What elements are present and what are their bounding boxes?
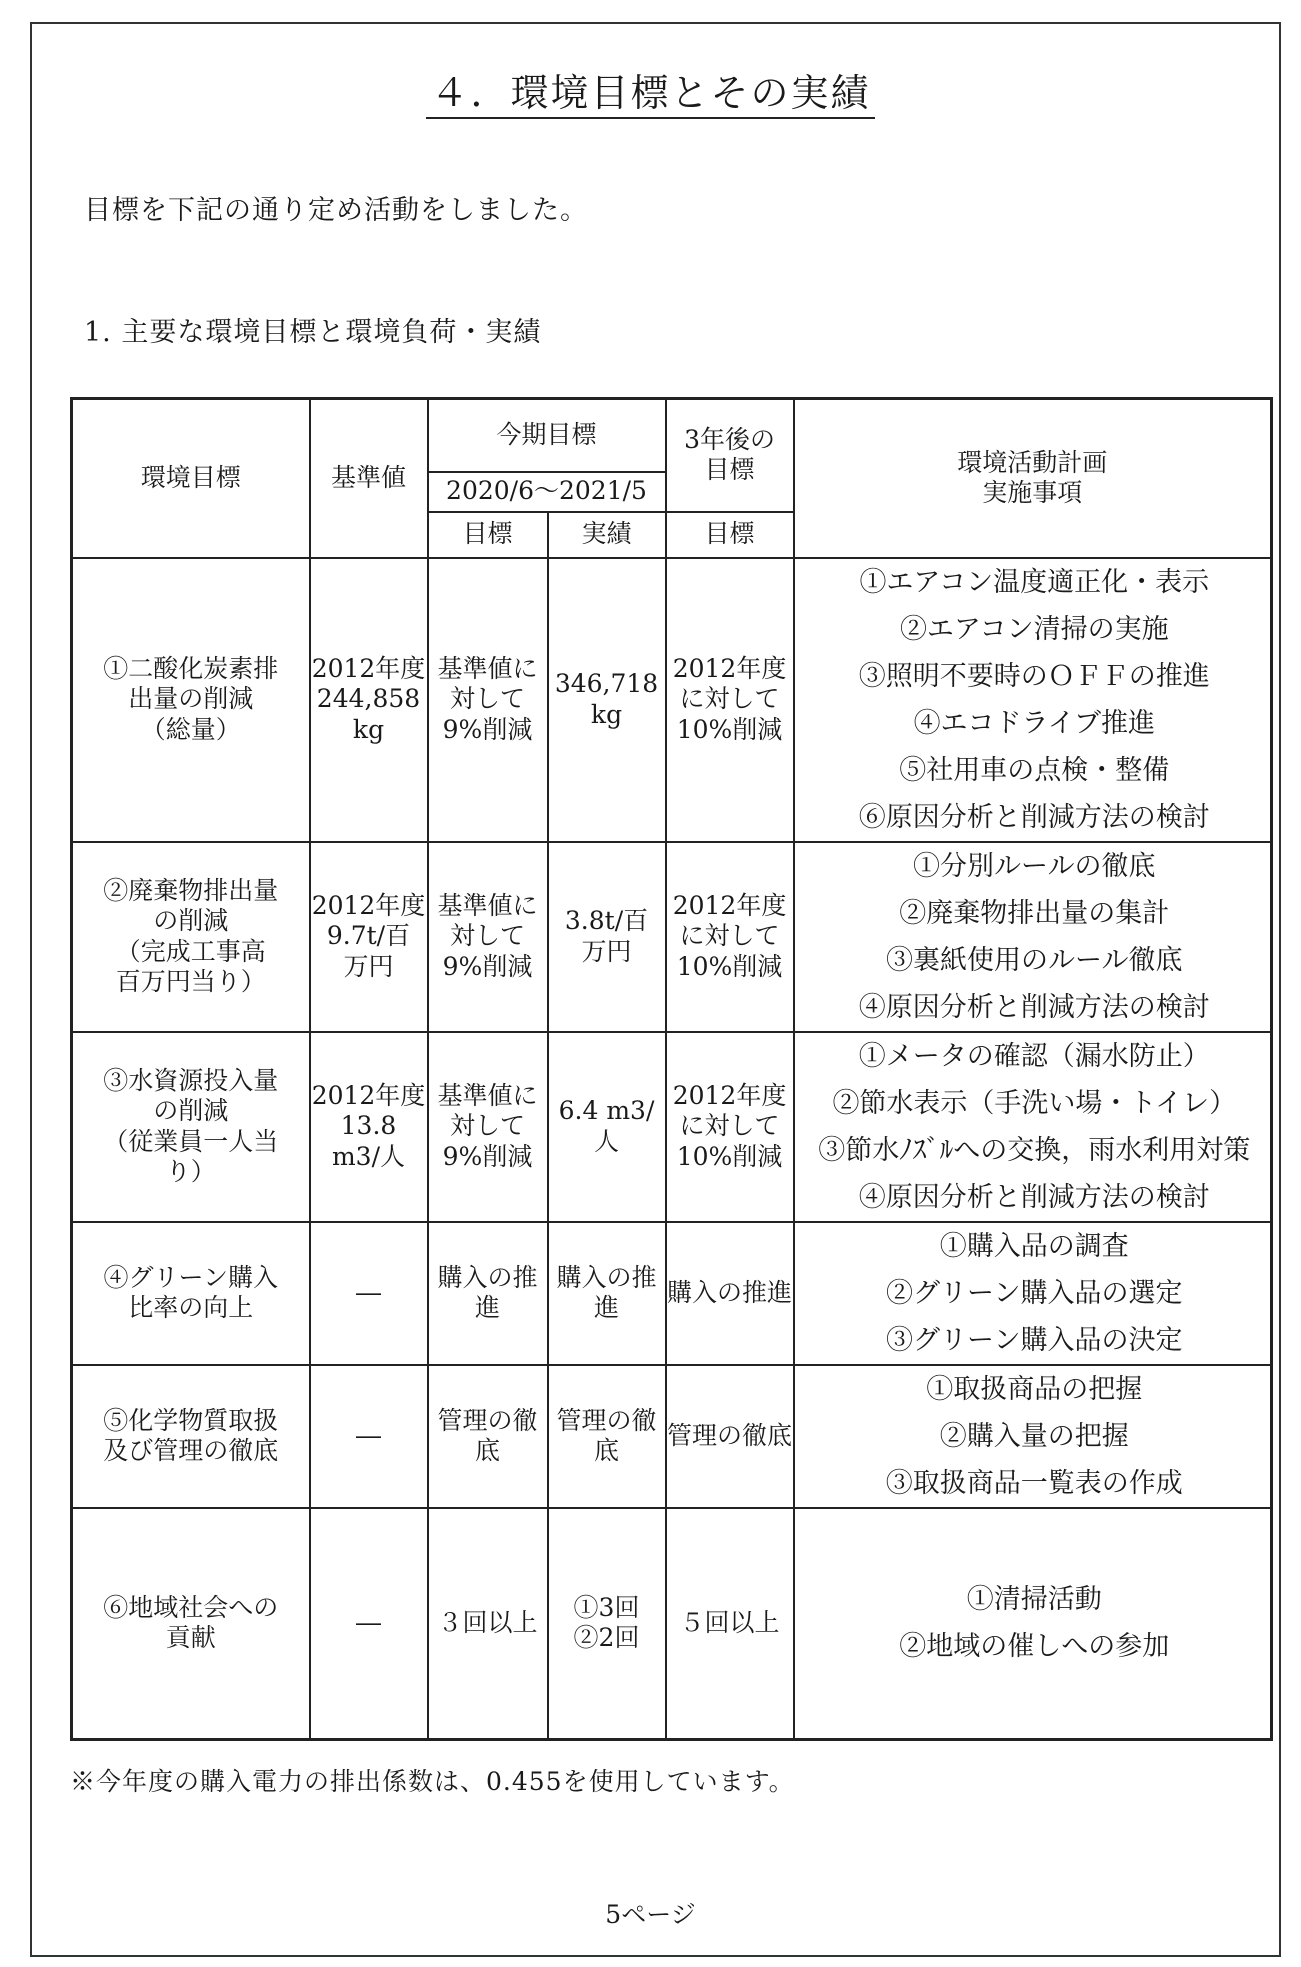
result-cell — [548, 1508, 666, 1740]
goal-cell — [72, 842, 310, 1032]
base-cell: ― — [310, 1222, 428, 1365]
plan-cell — [794, 1365, 1272, 1508]
emission-factor-footnote: ※今年度の購入電力の排出係数は、0.455を使用しています。 — [70, 1767, 795, 1796]
three-year-line: に対して — [679, 921, 780, 951]
plan-cell — [794, 1222, 1272, 1365]
plan-item: ②地域の催しへの参加 — [899, 1631, 1170, 1663]
plan-item: ②節水表示（手洗い場・トイレ） — [832, 1087, 1237, 1119]
table-row — [72, 1365, 1272, 1508]
three-year-line: に対して — [679, 1111, 780, 1141]
base-line: 2012年度 — [311, 653, 426, 683]
table-row — [72, 1032, 1272, 1222]
goal-line: ①二酸化炭素排 — [103, 653, 279, 683]
result-cell — [548, 1032, 666, 1222]
environmental-goals-table — [70, 397, 1273, 1741]
page-title-text: ４．環境目標とその実績 — [426, 71, 874, 119]
three-year-line: 2012年度 — [672, 1080, 787, 1110]
plan-item: ①取扱商品の把握 — [926, 1373, 1143, 1405]
plan-item: ①分別ルールの徹底 — [913, 850, 1156, 882]
plan-item: ①メータの確認（漏水防止） — [858, 1040, 1210, 1072]
page-number: 5ページ — [605, 1900, 696, 1929]
goal-line: 貢献 — [165, 1623, 216, 1653]
three-year-cell — [666, 558, 794, 842]
plan-item: ③グリーン購入品の決定 — [886, 1324, 1183, 1356]
plan-cell — [794, 1032, 1272, 1222]
target-line: 9%削減 — [442, 1141, 533, 1171]
goal-line: の削減 — [153, 906, 229, 935]
target-line: 対して — [449, 921, 525, 951]
plan-cell — [794, 558, 1272, 842]
plan-item: ③取扱商品一覧表の作成 — [885, 1467, 1183, 1499]
three-year-line: 10%削減 — [676, 951, 783, 981]
goal-line: ④グリーン購入 — [103, 1262, 278, 1292]
plan-item: ⑥原因分析と削減方法の検討 — [858, 801, 1210, 833]
table-row — [72, 1222, 1272, 1365]
goal-cell — [72, 558, 310, 842]
target-line: 対して — [449, 684, 525, 714]
plan-item: ③裏紙使用のルール徹底 — [886, 944, 1183, 976]
goal-line: 出量の削減 — [128, 684, 254, 714]
result-line: 人 — [594, 1126, 620, 1156]
header-three-year-target: 目標 — [666, 512, 794, 558]
header-target: 目標 — [428, 512, 548, 558]
plan-cell — [794, 1508, 1272, 1740]
result-cell: 購入の推進 — [548, 1222, 666, 1365]
goal-line: ⑥地域社会への — [103, 1592, 279, 1622]
target-line: 9%削減 — [442, 714, 533, 744]
result-cell: 管理の徹底 — [548, 1365, 666, 1508]
base-cell — [310, 558, 428, 842]
header-plan-line1: 環境活動計画 — [957, 447, 1108, 477]
three-year-cell — [666, 1032, 794, 1222]
goal-line: 比率の向上 — [128, 1293, 254, 1322]
goal-line: 百万円当り） — [115, 967, 266, 996]
three-year-line: 10%削減 — [676, 714, 783, 744]
base-line: 244,858 — [316, 684, 421, 714]
target-cell: 管理の徹底 — [428, 1365, 548, 1508]
result-line: 万円 — [581, 936, 632, 966]
goal-line: （完成工事高 — [115, 936, 266, 966]
plan-item: ④エコドライブ推進 — [913, 707, 1155, 739]
header-goal: 環境目標 — [72, 399, 310, 558]
base-line: 9.7t/百 — [326, 921, 411, 951]
goal-line: ②廃棄物排出量 — [103, 875, 279, 905]
goal-line: ⑤化学物質取扱 — [103, 1405, 279, 1435]
plan-item: ④原因分析と削減方法の検討 — [858, 991, 1210, 1023]
base-cell: ― — [310, 1508, 428, 1740]
result-cell — [548, 842, 666, 1032]
plan-item: ②購入量の把握 — [939, 1420, 1129, 1452]
base-line: m3/人 — [331, 1141, 406, 1171]
header-result: 実績 — [548, 512, 666, 558]
page-title — [0, 62, 1301, 117]
three-year-line: 2012年度 — [672, 890, 787, 920]
goal-line: （総量） — [140, 714, 241, 744]
base-line: 2012年度 — [311, 1080, 426, 1110]
base-line: 万円 — [343, 951, 394, 981]
goal-cell — [72, 1508, 310, 1740]
plan-item: ②エアコン清掃の実施 — [899, 613, 1169, 645]
section-heading: 1. 主要な環境目標と環境負荷・実績 — [84, 317, 542, 348]
base-line: kg — [352, 714, 385, 744]
plan-item: ④原因分析と削減方法の検討 — [858, 1181, 1210, 1213]
table-row — [72, 1508, 1272, 1740]
result-line: 3.8t/百 — [564, 906, 649, 935]
target-line: 基準値に — [437, 1080, 538, 1110]
plan-item: ②廃棄物排出量の集計 — [899, 897, 1170, 929]
base-line: 2012年度 — [311, 890, 426, 920]
target-line: 基準値に — [437, 890, 538, 920]
result-line: ①3回 — [573, 1592, 640, 1622]
table-row — [72, 842, 1272, 1032]
result-line: ②2回 — [573, 1623, 640, 1653]
header-current-goal: 今期目標 — [428, 399, 666, 472]
header-period: 2020/6～2021/5 — [428, 472, 666, 512]
header-three-year-line2: 目標 — [704, 455, 755, 485]
goal-line: 及び管理の徹底 — [103, 1436, 279, 1465]
header-three-year-line1: 3年後の — [684, 424, 775, 454]
intro-text: 目標を下記の通り定め活動をしました。 — [84, 195, 588, 226]
target-cell: ３回以上 — [428, 1508, 548, 1740]
target-line: 9%削減 — [442, 951, 533, 981]
header-plan — [794, 399, 1272, 558]
result-line: 346,718 — [554, 669, 659, 698]
three-year-cell: ５回以上 — [666, 1508, 794, 1740]
goal-cell — [72, 1032, 310, 1222]
header-three-year — [666, 399, 794, 512]
three-year-cell: 管理の徹底 — [666, 1365, 794, 1508]
plan-item: ①エアコン温度適正化・表示 — [859, 566, 1210, 598]
goal-line: ③水資源投入量 — [103, 1065, 279, 1095]
target-line: 基準値に — [437, 653, 538, 683]
goal-cell — [72, 1222, 310, 1365]
result-line: kg — [590, 699, 623, 729]
target-cell — [428, 842, 548, 1032]
three-year-cell — [666, 842, 794, 1032]
goal-cell — [72, 1365, 310, 1508]
goal-line: （従業員一人当 — [103, 1126, 279, 1156]
target-cell: 購入の推進 — [428, 1222, 548, 1365]
result-line: 6.4 m3/ — [558, 1096, 655, 1125]
plan-item: ①購入品の調査 — [939, 1230, 1129, 1262]
three-year-line: 10%削減 — [676, 1141, 783, 1171]
table-row — [72, 558, 1272, 842]
plan-item: ①清掃活動 — [966, 1584, 1102, 1616]
plan-item: ③照明不要時のＯＦＦの推進 — [858, 660, 1210, 692]
target-cell — [428, 558, 548, 842]
three-year-line: に対して — [679, 684, 780, 714]
three-year-line: 2012年度 — [672, 653, 787, 683]
plan-item: ⑤社用車の点検・整備 — [899, 754, 1170, 786]
result-cell — [548, 558, 666, 842]
three-year-cell: 購入の推進 — [666, 1222, 794, 1365]
target-line: 対して — [449, 1111, 525, 1141]
target-cell — [428, 1032, 548, 1222]
base-cell — [310, 842, 428, 1032]
base-cell: ― — [310, 1365, 428, 1508]
plan-item: ③節水ﾉｽﾞﾙへの交換，雨水利用対策 — [818, 1134, 1251, 1166]
header-base: 基準値 — [310, 399, 428, 558]
plan-cell — [794, 842, 1272, 1032]
goal-line: り） — [165, 1157, 216, 1186]
header-plan-line2: 実施事項 — [982, 478, 1083, 508]
base-line: 13.8 — [340, 1111, 397, 1141]
base-cell — [310, 1032, 428, 1222]
goal-line: の削減 — [153, 1096, 229, 1125]
plan-item: ②グリーン購入品の選定 — [886, 1277, 1183, 1309]
